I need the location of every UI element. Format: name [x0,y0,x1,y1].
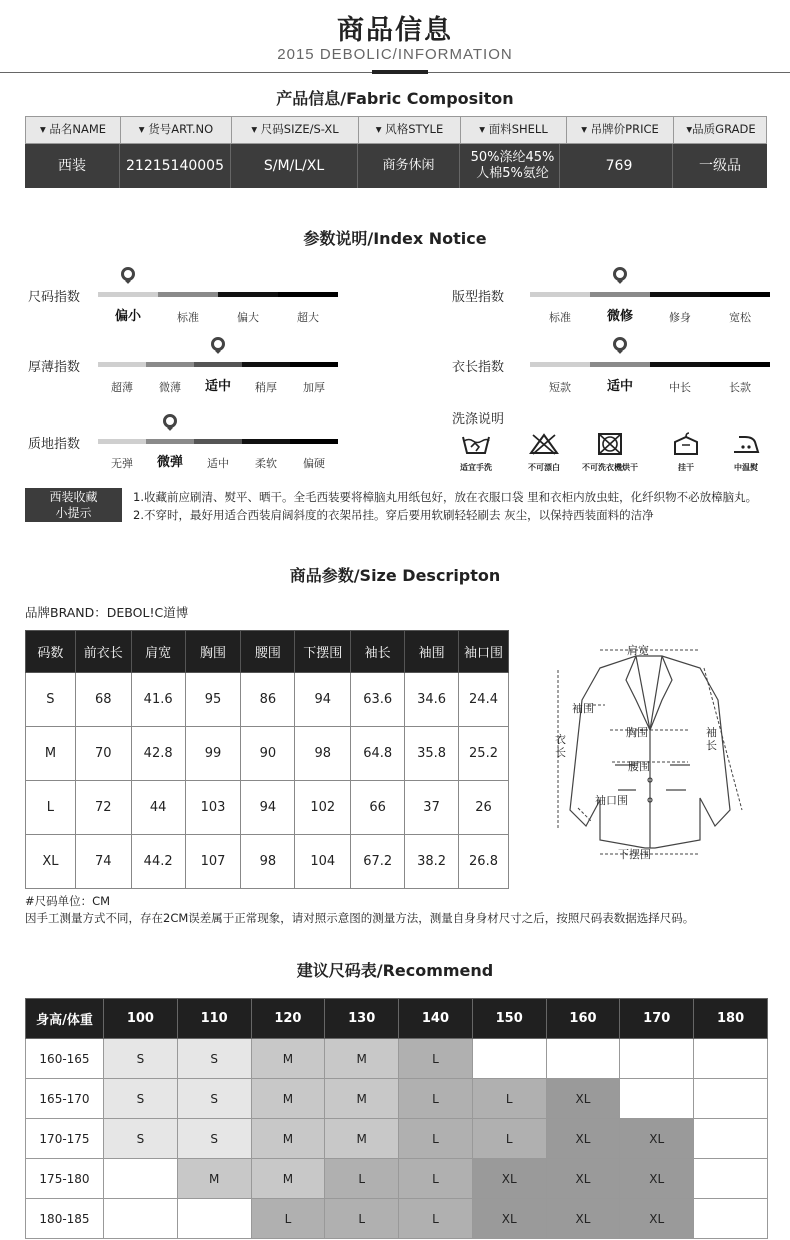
recommend-cell: XL [546,1119,620,1159]
size-cell: 68 [75,673,131,727]
recommend-cell: S [104,1039,178,1079]
fabric-header-cell: ▾品质GRADE [686,122,756,137]
recommend-cell [177,1199,251,1239]
table-row [26,781,509,835]
weight-header: 120 [251,999,325,1039]
recommend-cell: S [104,1079,178,1119]
size-cell: 104 [295,835,351,889]
brand-label: 品牌BRAND：DEBOL!C道博 [25,605,189,620]
weight-header: 110 [177,999,251,1039]
diagram-label-shoulder: 肩宽 [627,644,649,657]
recommend-corner-header: 身高/体重 [26,999,104,1039]
no-tumble-dry-icon [592,431,628,457]
recommend-cell: M [251,1159,325,1199]
gauge-label: 版型指数 [452,290,505,305]
fabric-value-cell: 一级品 [699,157,741,174]
height-cell: 175-180 [26,1159,104,1199]
care-label: 不可洗衣機烘干 [582,463,638,472]
fabric-value-cell: 50%涤纶45%人棉5%氨纶 [466,144,560,188]
recommend-cell: XL [472,1159,546,1199]
size-cell: 63.6 [351,673,405,727]
measurement-note: 因手工测量方式不同，存在2CM误差属于正常现象，请对照示意图的测量方法，测量自身身材尺寸之后，按照尺码表数据选择尺码。 [25,911,695,925]
recommend-cell: L [251,1199,325,1239]
weight-header: 100 [104,999,178,1039]
iron-medium-icon [728,431,764,457]
recommend-cell: L [399,1119,473,1159]
gauge-option: 超大 [297,311,319,324]
recommend-cell: XL [546,1159,620,1199]
fabric-section-title: 产品信息/Fabric Compositon [276,89,514,108]
table-row [26,1119,768,1159]
care-label: 中温熨 [734,463,758,472]
size-cell: 107 [185,835,241,889]
index-section-title: 参数说明/Index Notice [303,229,487,248]
gauge-label: 厚薄指数 [28,360,81,375]
size-column-header: 肩宽 [131,631,185,673]
size-column-header: 胸围 [185,631,241,673]
size-cell: 38.2 [405,835,459,889]
fabric-value-cell: 769 [566,144,673,188]
table-row [26,673,509,727]
gauge-option: 适中 [606,379,634,394]
gauge-option: 宽松 [729,311,751,324]
gauge-option: 长款 [729,381,751,394]
recommend-cell: XL [546,1199,620,1239]
weight-header: 150 [472,999,546,1039]
recommend-cell: L [325,1199,399,1239]
diagram-label-length: 衣长 [555,733,566,759]
gauge-option: 中长 [669,381,691,394]
size-cell: 70 [75,727,131,781]
height-cell: 180-185 [26,1199,104,1239]
size-cell: 94 [241,781,295,835]
fabric-header-cell: ▾ 货号ART.NO [121,117,232,143]
gauge-option: 偏大 [237,311,259,324]
gauge-option: 微弹 [156,455,184,470]
tip-text: 1.收藏前应刷清、熨平、晒干。全毛西装要将樟脑丸用纸包好，放在衣服口袋 里和衣柜内放虫蛀，化纤织物不必放樟脑丸。 [133,490,758,504]
recommend-cell: M [325,1119,399,1159]
gauge-option: 稍厚 [255,381,277,394]
diagram-label-chest: 胸围 [626,726,648,739]
tips-badge-line: 小提示 [55,506,92,520]
weight-header: 170 [620,999,694,1039]
fabric-value-cell: S/M/L/XL [231,144,358,188]
recommend-cell: M [251,1039,325,1079]
recommend-cell: XL [620,1119,694,1159]
diagram-label-cuff: 袖口围 [595,794,628,807]
height-cell: 160-165 [26,1039,104,1079]
recommend-cell [104,1159,178,1199]
recommend-cell: L [399,1039,473,1079]
size-table [25,630,509,889]
recommend-cell [694,1079,768,1119]
gauge-option: 微修 [606,309,634,324]
gauge-option: 柔软 [255,457,277,470]
size-cell: 64.8 [351,727,405,781]
size-cell: 41.6 [131,673,185,727]
gauge-option: 修身 [669,311,691,324]
size-cell: 67.2 [351,835,405,889]
recommend-cell: S [177,1039,251,1079]
size-cell: 98 [241,835,295,889]
fabric-header-cell: ▾ 面料SHELL [461,117,567,143]
recommend-cell: XL [546,1079,620,1119]
fabric-value-cell: 21215140005 [120,144,231,188]
recommend-cell: XL [472,1199,546,1239]
size-cell: 35.8 [405,727,459,781]
size-table-header [26,631,509,673]
table-row [26,1159,768,1199]
gauge-label: 质地指数 [28,437,81,452]
size-cell: 44.2 [131,835,185,889]
recommend-cell [694,1199,768,1239]
recommend-cell: L [472,1079,546,1119]
care-label: 适宜手洗 [460,463,492,472]
weight-header: 180 [694,999,768,1039]
diagram-label-hem: 下摆围 [618,848,651,861]
size-cell: 99 [185,727,241,781]
size-cell: 26 [459,781,509,835]
recommend-cell: L [399,1199,473,1239]
size-cell: 34.6 [405,673,459,727]
size-cell: 94 [295,673,351,727]
height-cell: 165-170 [26,1079,104,1119]
recommend-cell: L [472,1119,546,1159]
recommend-cell: L [325,1159,399,1199]
gauge-option: 超薄 [111,381,133,394]
size-cell: 26.8 [459,835,509,889]
tips-badge [25,488,122,522]
fabric-header-cell: ▾ 风格STYLE [359,117,461,143]
recommend-cell [546,1039,620,1079]
size-cell: 72 [75,781,131,835]
care-title: 洗涤说明 [452,412,505,427]
recommend-cell [620,1039,694,1079]
fabric-header-cell: ▾ 尺码SIZE/S-XL [232,117,359,143]
size-column-header: 袖围 [405,631,459,673]
size-cell: 95 [185,673,241,727]
recommend-cell: S [177,1119,251,1159]
recommend-cell: S [177,1079,251,1119]
tip-text: 2.不穿时，最好用适合西装肩阔斜度的衣架吊挂。穿后要用软刷轻轻刷去 灰尘，以保持西装面料的洁净 [133,508,654,522]
jacket-measurement-diagram [540,630,765,868]
hand-wash-icon [458,431,494,457]
recommend-cell: XL [620,1199,694,1239]
recommend-cell [104,1199,178,1239]
hang-dry-icon [668,431,704,457]
recommend-cell [620,1079,694,1119]
recommend-cell: S [104,1119,178,1159]
recommend-cell: M [177,1159,251,1199]
size-cell: 90 [241,727,295,781]
size-cell: 103 [185,781,241,835]
weight-header: 160 [546,999,620,1039]
gauge-label: 尺码指数 [28,290,81,305]
gauge-option: 适中 [207,457,229,470]
recommend-cell [694,1039,768,1079]
size-cell: 25.2 [459,727,509,781]
size-cell: 98 [295,727,351,781]
size-cell: M [26,727,76,781]
weight-header: 130 [325,999,399,1039]
size-column-header: 前衣长 [75,631,131,673]
gauge-option: 偏小 [114,309,142,324]
table-row [26,835,509,889]
gauge-label: 衣长指数 [452,360,505,375]
diagram-label-waist: 腰围 [628,760,650,773]
gauge-option: 无弹 [111,457,133,470]
size-column-header: 下摆围 [295,631,351,673]
size-section-title: 商品参数/Size Descripton [289,566,501,585]
size-cell: 37 [405,781,459,835]
table-row [26,727,509,781]
diagram-label-sleeve-length: 袖长 [706,726,717,752]
care-label: 挂干 [678,463,694,472]
size-cell: 86 [241,673,295,727]
recommend-cell: M [251,1079,325,1119]
table-row [26,1079,768,1119]
care-icons [0,0,790,480]
gauge-option: 标准 [549,311,571,324]
gauge-option: 标准 [177,311,199,324]
fabric-header-cell: ▾ 吊牌价PRICE [567,117,674,143]
gauge-option: 微薄 [159,381,181,394]
size-column-header: 腰围 [241,631,295,673]
size-column-header: 袖口围 [459,631,509,673]
size-cell: 42.8 [131,727,185,781]
gauge-option: 适中 [204,379,232,394]
table-row [26,1199,768,1239]
fabric-value-cell: 商务休闲 [358,144,460,188]
size-cell: L [26,781,76,835]
gauge-option: 加厚 [303,381,325,394]
size-cell: 66 [351,781,405,835]
recommend-cell: M [325,1079,399,1119]
height-cell: 170-175 [26,1119,104,1159]
recommend-cell: L [399,1159,473,1199]
gauge-option: 偏硬 [303,457,325,470]
size-cell: 102 [295,781,351,835]
recommend-cell: XL [620,1159,694,1199]
recommend-section-title: 建议尺码表/Recommend [296,961,494,980]
page-subtitle: 2015 DEBOLIC/INFORMATION [277,46,513,63]
recommend-table-header [26,999,768,1039]
size-column-header: 袖长 [351,631,405,673]
size-column-header: 码数 [26,631,76,673]
weight-header: 140 [399,999,473,1039]
unit-note: #尺码单位：CM [25,894,111,908]
recommend-cell: L [399,1079,473,1119]
tips-badge-line: 西装收藏 [49,490,98,504]
recommend-cell: M [251,1119,325,1159]
page-title: 商品信息 [337,15,453,46]
size-cell: 74 [75,835,131,889]
recommend-cell [694,1159,768,1199]
table-row [26,1039,768,1079]
care-label: 不可漂白 [528,463,560,472]
size-cell: 44 [131,781,185,835]
fabric-value-cell: 西装 [25,144,120,188]
size-cell: 24.4 [459,673,509,727]
recommend-table [25,998,768,1239]
size-cell: XL [26,835,76,889]
size-cell: S [26,673,76,727]
recommend-cell: M [325,1039,399,1079]
recommend-cell [472,1039,546,1079]
fabric-header-cell: ▾ 品名NAME [26,117,121,143]
recommend-cell [694,1119,768,1159]
gauge-option: 短款 [549,381,571,394]
no-bleach-icon [526,431,562,457]
diagram-label-sleeve-circ: 袖围 [572,702,594,715]
